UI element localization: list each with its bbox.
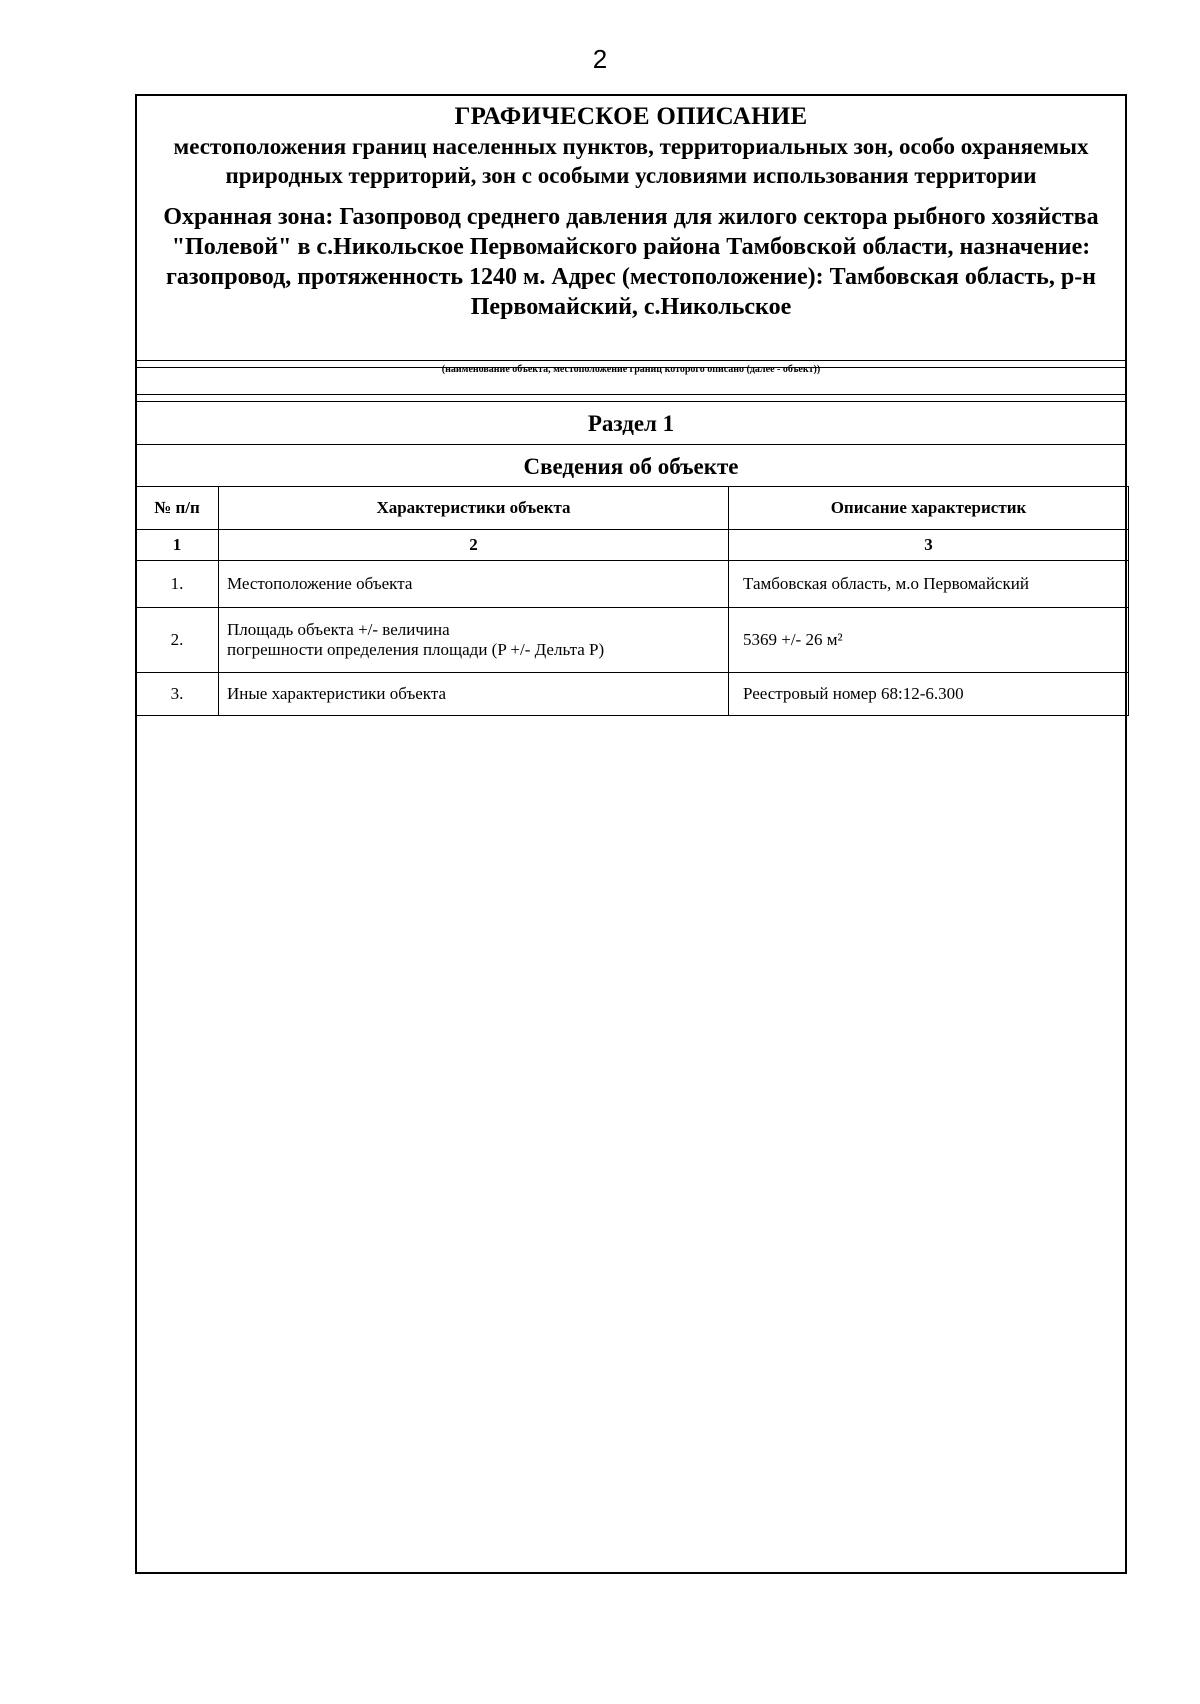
table-row [136,673,1129,716]
column-number: 1 [136,530,219,561]
row-description: 5369 +/- 26 м² [729,608,1129,673]
column-number: 3 [729,530,1129,561]
section-title: Сведения об объекте [523,454,739,479]
object-caption: (наименование объекта, местоположение границ которого описано (далее - объект)) [441,364,821,375]
table-row [136,561,1129,608]
column-numbers-row [136,530,1129,561]
row-number: 2. [136,608,219,673]
row-characteristic: Иные характеристики объекта [219,673,729,716]
column-header-description: Описание характеристик [729,487,1129,530]
section-label: Раздел 1 [587,411,675,436]
divider [137,394,1125,395]
row-description: Реестровый номер 68:12-6.300 [729,673,1129,716]
table-row [136,608,1129,673]
column-header-number: № п/п [136,487,219,530]
object-info-table [135,486,1129,716]
row-characteristic: Местоположение объекта [219,561,729,608]
column-header-characteristic: Характеристики объекта [219,487,729,530]
document-subtitle: местоположения границ населенных пунктов, территориальных зон, особо охраняемых природных территорий, зон с особыми условиями использования территории [173,134,1089,188]
object-name: Охранная зона: Газопровод среднего давления для жилого сектора рыбного хозяйства "Полевой" в с.Никольское Первомайского района Тамбовской области, назначение: газопровод, протяженность 1240 м. Адрес (местоположение): Тамбовская область, р-н Первомайский, с.Никольское [163,204,1099,320]
divider [137,401,1125,402]
row-description: Тамбовская область, м.о Первомайский [729,561,1129,608]
table-header-row [136,487,1129,530]
divider [137,360,1125,361]
page-number: 2 [592,44,608,74]
document-frame [135,94,1127,1574]
document-title: ГРАФИЧЕСКОЕ ОПИСАНИЕ [454,103,808,130]
column-number: 2 [219,530,729,561]
row-number: 3. [136,673,219,716]
document-header [137,96,1125,362]
row-number: 1. [136,561,219,608]
row-characteristic: Площадь объекта +/- величина погрешности определения площади (P +/- Дельта P) [219,608,729,673]
